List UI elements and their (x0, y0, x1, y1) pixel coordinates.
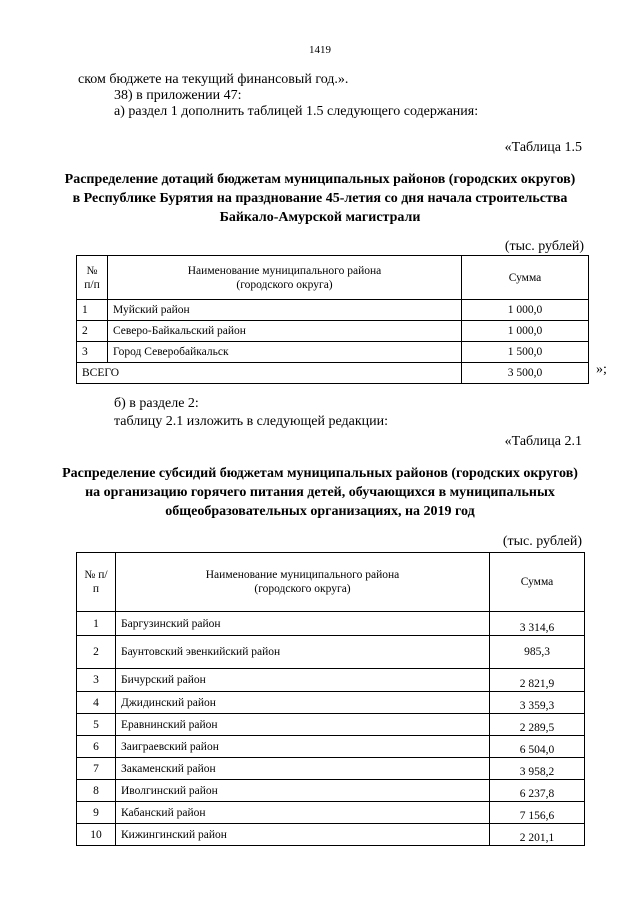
row-number: 8 (77, 780, 116, 802)
table2-header-num: № п/п (77, 553, 116, 612)
row-sum: 3 314,6 (490, 612, 585, 636)
table-row (77, 636, 585, 669)
row-number: 1 (77, 612, 116, 636)
table-row (77, 692, 585, 714)
table-row (77, 758, 585, 780)
row-sum: 7 156,6 (490, 802, 585, 824)
row-sum: 1 000,0 (462, 321, 589, 342)
row-name: Баунтовский эвенкийский район (116, 636, 490, 669)
table-row (77, 342, 589, 363)
row-sum: 3 359,3 (490, 692, 585, 714)
row-sum: 6 504,0 (490, 736, 585, 758)
page-number: 1419 (309, 44, 331, 56)
table1-header-num: № п/п (77, 256, 108, 300)
table-row (77, 736, 585, 758)
row-number: 2 (77, 636, 116, 669)
row-sum: 985,3 (490, 636, 585, 669)
row-number: 3 (77, 342, 108, 363)
table1-title: Распределение дотаций бюджетам муниципальных районов (городских округов) в Республике Бурятия на празднование 45-летия со дня начала строительства Байкало-Амурской магистрали (64, 172, 576, 225)
row-number: 4 (77, 692, 116, 714)
table2-header-name-line1: Наименование муниципального района (205, 569, 400, 581)
row-number: 7 (77, 758, 116, 780)
row-name: Муйский район (108, 300, 462, 321)
table-row (77, 802, 585, 824)
intro-line-2: 38) в приложении 47: (114, 88, 242, 103)
row-sum: 3 958,2 (490, 758, 585, 780)
row-number: 9 (77, 802, 116, 824)
row-sum: 2 289,5 (490, 714, 585, 736)
row-name: Джидинский район (116, 692, 490, 714)
table1-caption: «Таблица 1.5 (504, 140, 582, 155)
table-row (77, 824, 585, 846)
row-sum: 2 201,1 (490, 824, 585, 846)
table2-header-name (116, 553, 490, 612)
table-row (77, 321, 589, 342)
row-name: Заиграевский район (116, 736, 490, 758)
row-name: Баргузинский район (116, 612, 490, 636)
table-row (77, 300, 589, 321)
table1-header-name-line1: Наименование муниципального района (187, 264, 382, 277)
row-number: 1 (77, 300, 108, 321)
intro-line-3: а) раздел 1 дополнить таблицей 1.5 следующего содержания: (114, 104, 479, 119)
middle-line-1: б) в разделе 2: (114, 396, 199, 411)
row-number: 6 (77, 736, 116, 758)
row-name: Иволгинский район (116, 780, 490, 802)
row-sum: 6 237,8 (490, 780, 585, 802)
table1-header-name (108, 256, 462, 300)
table1-closing: »; (596, 362, 607, 377)
table1 (76, 255, 589, 384)
table2-header-name-line2: (городского округа) (254, 583, 351, 595)
row-number: 10 (77, 824, 116, 846)
row-name: Кижингинский район (116, 824, 490, 846)
row-name: Северо-Байкальский район (108, 321, 462, 342)
row-name: Кабанский район (116, 802, 490, 824)
row-name: Закаменский район (116, 758, 490, 780)
row-name: Город Северобайкальск (108, 342, 462, 363)
table2-caption: «Таблица 2.1 (504, 434, 582, 449)
table1-header-name-line2: (городского округа) (236, 278, 333, 291)
row-number: 5 (77, 714, 116, 736)
middle-line-2: таблицу 2.1 изложить в следующей редакции: (114, 414, 389, 429)
row-sum: 1 000,0 (462, 300, 589, 321)
table1-header-sum: Сумма (462, 256, 589, 300)
table-row (77, 714, 585, 736)
total-sum: 3 500,0 (462, 363, 589, 384)
table2-units: (тыс. рублей) (502, 534, 582, 549)
row-name: Еравнинский район (116, 714, 490, 736)
table2-title: Распределение субсидий бюджетам муниципальных районов (городских округов) на организацию горячего питания детей, обучающихся в муниципальных общеобразовательных организациях, на 2019 год (62, 466, 578, 519)
total-label: ВСЕГО (77, 363, 462, 384)
table-row (77, 669, 585, 692)
table1-total-row (77, 363, 589, 384)
row-sum: 1 500,0 (462, 342, 589, 363)
row-number: 3 (77, 669, 116, 692)
row-name: Бичурский район (116, 669, 490, 692)
table1-units: (тыс. рублей) (504, 239, 584, 254)
row-number: 2 (77, 321, 108, 342)
table2-header-sum: Сумма (490, 553, 585, 612)
table-row (77, 612, 585, 636)
table2 (76, 552, 585, 846)
table1-header-row (77, 256, 589, 300)
table-row (77, 780, 585, 802)
row-sum: 2 821,9 (490, 669, 585, 692)
intro-line-1: ском бюджете на текущий финансовый год.». (78, 72, 349, 87)
table2-header-row (77, 553, 585, 612)
